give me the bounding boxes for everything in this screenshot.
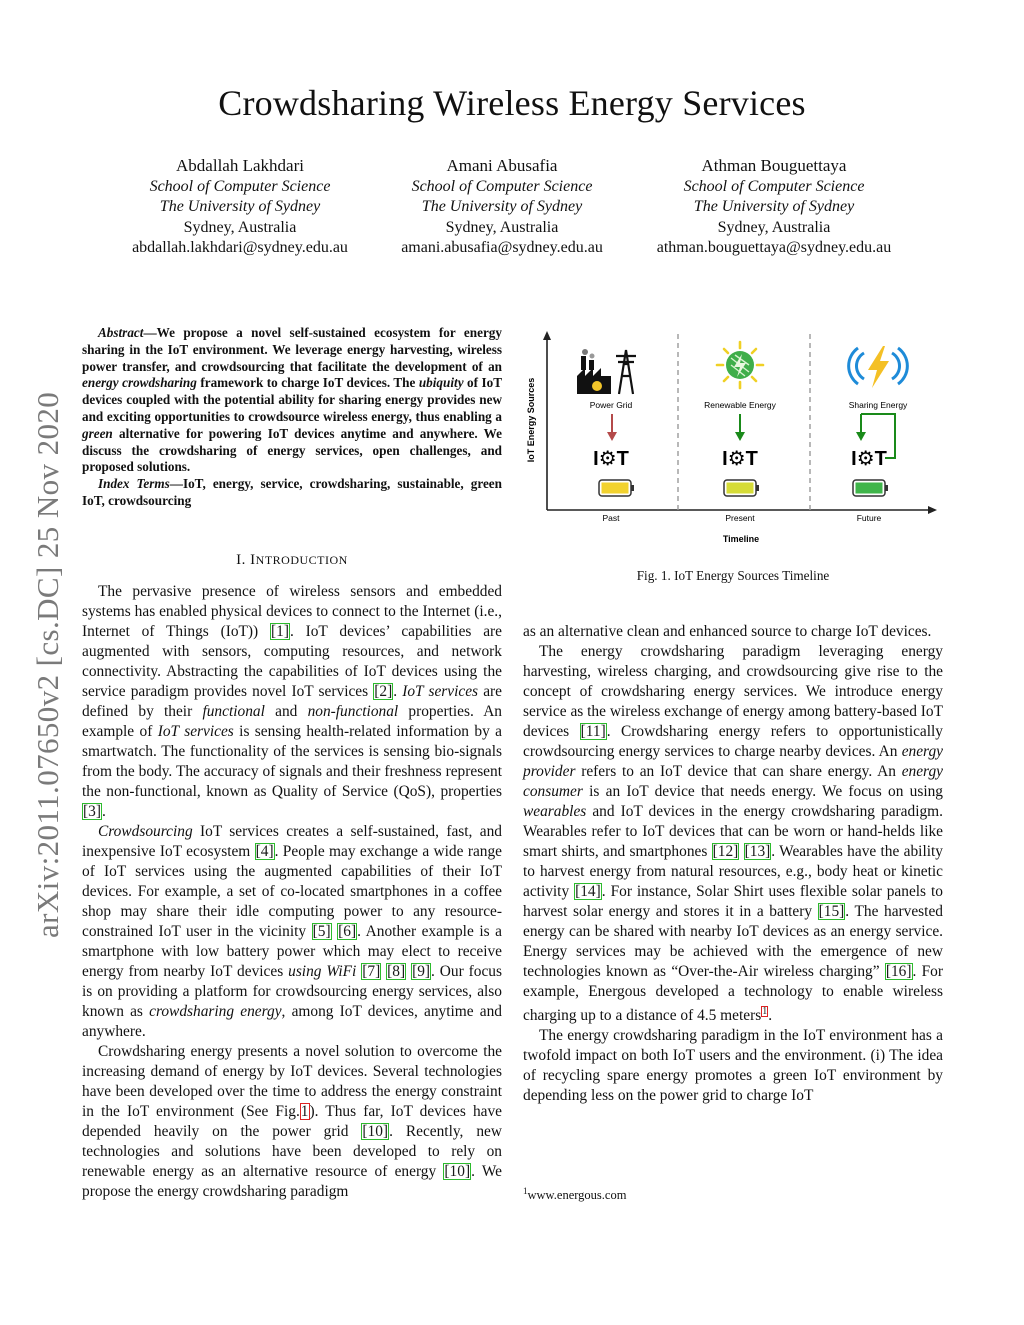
source-label: Sharing Energy (848, 400, 908, 410)
paper-title: Crowdsharing Wireless Energy Services (218, 83, 806, 123)
section-title-initial: I (250, 552, 256, 568)
body-text: . For instance, Solar Shirt uses flexible solar panels to harvest solar energy and stores it in a battery (523, 883, 943, 920)
y-axis-arrow (543, 331, 551, 340)
author-univ: The University of Sydney (421, 198, 583, 215)
body-text: Crowdsharing energy presents a novel solution to overcome the increasing demand of energy by IoT devices. Several technologies have been developed over the time to address the energy constraint in the IoT environment (See Fig. (82, 1043, 502, 1120)
body-text: . Wearables have the ability to harvest energy from natural resources, e.g., body heat or kinetic activity (523, 843, 943, 900)
grid-arrow-head (607, 432, 617, 441)
abstract-emphasis: energy crowdsharing (82, 375, 197, 391)
author-dept: School of Computer Science (683, 177, 865, 195)
citation-link[interactable]: [5] (312, 923, 331, 940)
citation-link[interactable]: [2] (374, 683, 393, 700)
body-text: . Crowdsharing energy refers to opportunistically crowdsourcing energy services to charge nearby devices. An (523, 723, 943, 760)
x-axis-arrow (928, 506, 937, 514)
body-text: The energy crowdsharing paradigm leveraging energy harvesting, wireless charging, and crowdsourcing give rise to the concept of crowdsharing energy services. We introduce energy service as the wireless exchange of energy among battery-based IoT devices (523, 643, 943, 740)
battery-icon (724, 480, 759, 496)
figure-link[interactable]: 1 (300, 1103, 309, 1120)
abstract-text: framework to charge IoT devices. The (196, 375, 419, 391)
y-axis-label: IoT Energy Sources (526, 377, 536, 463)
sharing-energy-icon (849, 346, 908, 388)
author-name: Abdallah Lakhdari (176, 156, 304, 175)
author-loc: Sydney, Australia (717, 218, 831, 236)
section-heading (82, 552, 502, 569)
abstract-text: —We propose a novel self-sustained ecosystem for energy sharing in the IoT environment. We leverage energy harvesting, wireless power transfer, and crowdsourcing that facilitate the development of an (82, 325, 502, 374)
body-text: IoT services creates a self-sustained, fast, and inexpensive IoT ecosystem (82, 823, 502, 860)
citation-link[interactable]: [9] (412, 963, 431, 980)
citation-link[interactable]: [3] (83, 803, 101, 820)
body-text: The energy crowdsharing paradigm in the IoT environment has a twofold impact on both IoT users and the environment. (i) The idea of recycling spare energy promotes a green IoT environment by depending less on the power grid to charge IoT (523, 1027, 943, 1105)
body-text: is an IoT device that needs energy. We focus on using (582, 783, 943, 800)
body-text: is sensing health-related information by a smartwatch. The functionality of the services is sensing bio-signals from the body. The accuracy of signals and their freshness represent the non-functional, known as Quality of Service (QoS), properties (82, 723, 502, 800)
body-text: are defined by their (82, 683, 502, 720)
paragraph (82, 822, 502, 1042)
battery-icon (599, 480, 634, 496)
abstract (82, 325, 502, 510)
index-terms-text: —IoT, energy, service, crowdsharing, sustainable, green IoT, crowdsourcing (82, 476, 502, 508)
period-label: Past (602, 513, 620, 523)
paragraph (523, 622, 943, 642)
battery-icon (853, 480, 888, 496)
paragraph (82, 1042, 502, 1202)
paragraph (523, 642, 943, 1026)
author-dept: School of Computer Science (149, 177, 331, 195)
iot-label: I⚙T (722, 448, 758, 470)
emphasis-text: Crowdsourcing (98, 823, 193, 840)
figure-iot-energy-timeline (523, 328, 943, 550)
abstract-emphasis: ubiquity (418, 375, 464, 391)
author-1 (90, 156, 390, 259)
author-email: abdallah.lakhdari@sydney.edu.au (132, 239, 348, 256)
author-loc: Sydney, Australia (445, 218, 559, 236)
emphasis-text: IoT services (157, 723, 234, 740)
citation-link[interactable]: [13] (744, 843, 771, 860)
body-text: The pervasive presence of wireless sensors and embedded systems has enabled physical devices to connect to the Internet (i.e., Internet of Things (IoT)) (82, 583, 502, 640)
x-axis-label: Timeline (722, 534, 760, 544)
left-column (82, 582, 502, 1202)
body-text: , among IoT devices, anytime and anywhere. (82, 1003, 502, 1040)
citation-link[interactable]: [7] (362, 963, 381, 980)
author-loc: Sydney, Australia (183, 218, 297, 236)
citation-link[interactable]: [6] (338, 923, 357, 940)
citation-link[interactable]: [4] (255, 843, 274, 860)
figure-caption: Fig. 1. IoT Energy Sources Timeline (636, 568, 830, 583)
citation-link[interactable]: [10] (444, 1163, 471, 1180)
emphasis-text: crowdsharing energy (149, 1003, 282, 1020)
body-text: . We propose the energy crowdsharing paradigm (82, 1163, 502, 1200)
emphasis-text: using WiFi (288, 963, 357, 980)
citation-link[interactable]: [8] (387, 963, 406, 980)
footnote-mark: 1 (523, 1186, 528, 1196)
section-title-rest: NTRODUCTION (255, 553, 348, 567)
body-text: . Recently, new technologies and solutions have been developed to rely on renewable energy as an alternative resource of energy (82, 1123, 502, 1180)
iot-label: I⚙T (593, 448, 629, 470)
citation-link[interactable]: [14] (575, 883, 601, 900)
author-email: athman.bouguettaya@sydney.edu.au (656, 239, 892, 256)
author-3 (624, 156, 924, 259)
period-label: Future (856, 513, 882, 523)
section-number: I. (236, 552, 251, 568)
abstract-label: Abstract (98, 325, 144, 340)
body-text: . (393, 683, 403, 700)
body-text: and (264, 703, 308, 720)
author-univ: The University of Sydney (159, 198, 321, 215)
author-dept: School of Computer Science (411, 177, 593, 195)
abstract-emphasis: green (82, 425, 113, 441)
footnote (523, 1186, 943, 1203)
body-text: . Our focus is on providing a platform for crowdsourcing energy services, also known as (82, 963, 502, 1020)
renewable-arrow-head (735, 432, 745, 441)
emphasis-text: non-functional (307, 703, 399, 720)
body-text: properties. An example of (82, 703, 502, 740)
abstract-text: of IoT devices coupled with the potential ability for sharing energy provides new and exciting opportunities to crowdsource wireless energy, thus enabling a (82, 375, 503, 424)
body-text: . Another example is a smartphone with low battery power which may elect to receive energy from nearby IoT devices (82, 923, 502, 980)
emphasis-text: wearables (523, 803, 587, 820)
author-name: Athman Bouguettaya (701, 156, 847, 175)
body-text: . (101, 803, 106, 820)
arxiv-identifier: arXiv:2011.07650v2 [cs.DC] 25 Nov 2020 (30, 391, 65, 938)
power-grid-icon (577, 349, 636, 394)
body-text: . People may exchange a wide range of IoT services using the augmented capabilities of their IoT devices. For example, a set of co-located smartphones in a coffee shop may share their idle computing power to any resource-constrained IoT user in the vicinity (82, 843, 502, 940)
iot-label: I⚙T (851, 448, 887, 470)
author-2 (352, 156, 652, 259)
paragraph (523, 1026, 943, 1106)
source-label: Renewable Energy (704, 400, 776, 410)
author-email: amani.abusafia@sydney.edu.au (401, 239, 603, 256)
body-text: ). Thus far, IoT devices have depended heavily on the power grid (82, 1103, 502, 1140)
author-univ: The University of Sydney (693, 198, 855, 215)
body-text: refers to an IoT device that can share energy. An (575, 763, 902, 780)
footnote-link[interactable]: 1 (762, 1006, 768, 1017)
citation-link[interactable]: [1] (271, 623, 289, 640)
body-text: . For example, Energous developed a technology to enable wireless charging up to a distance of 4.5 meters (523, 963, 944, 1025)
citation-link[interactable]: [10] (362, 1123, 389, 1140)
period-label: Present (725, 513, 755, 523)
author-name: Amani Abusafia (446, 156, 558, 175)
right-column (523, 622, 943, 1106)
emphasis-text: functional (202, 703, 265, 720)
body-text: . The harvested energy can be shared with nearby IoT devices as an energy service. Energy services may be achieved with the emergence of new technologies known as “Over-the-Air wireless charging” (523, 903, 943, 980)
sharing-arrow-head (856, 432, 866, 441)
solar-sun-icon (717, 342, 763, 388)
citation-link[interactable]: [11] (580, 723, 606, 740)
body-text: and IoT devices in the energy crowdsharing paradigm. Wearables refer to IoT devices that can be worn or hand-helds like smart shirts, and smartphones (523, 803, 943, 860)
body-text: as an alternative clean and enhanced source to charge IoT devices. (523, 623, 932, 640)
citation-link[interactable]: [12] (712, 843, 739, 860)
abstract-text: alternative for powering IoT devices anytime and anywhere. We discuss the crowdsharing of energy services, open challenges, and proposed solutions. (82, 425, 502, 475)
citation-link[interactable]: [16] (885, 963, 912, 980)
emphasis-text: IoT services (402, 683, 479, 700)
source-label: Power Grid (589, 400, 633, 410)
emphasis-text: energy provider (523, 743, 943, 780)
index-terms-label: Index Terms (98, 476, 170, 492)
body-text: . IoT devices’ capabilities are augmented with sensors, computing resources, and network connectivity. Abstracting the capabilities of IoT devices using the service paradigm provides novel IoT services (82, 623, 502, 700)
footnote-text: www.energous.com (527, 1188, 627, 1203)
paragraph (82, 582, 502, 822)
emphasis-text: energy consumer (523, 763, 943, 800)
citation-link[interactable]: [15] (818, 903, 845, 920)
body-text: . (768, 1007, 773, 1025)
